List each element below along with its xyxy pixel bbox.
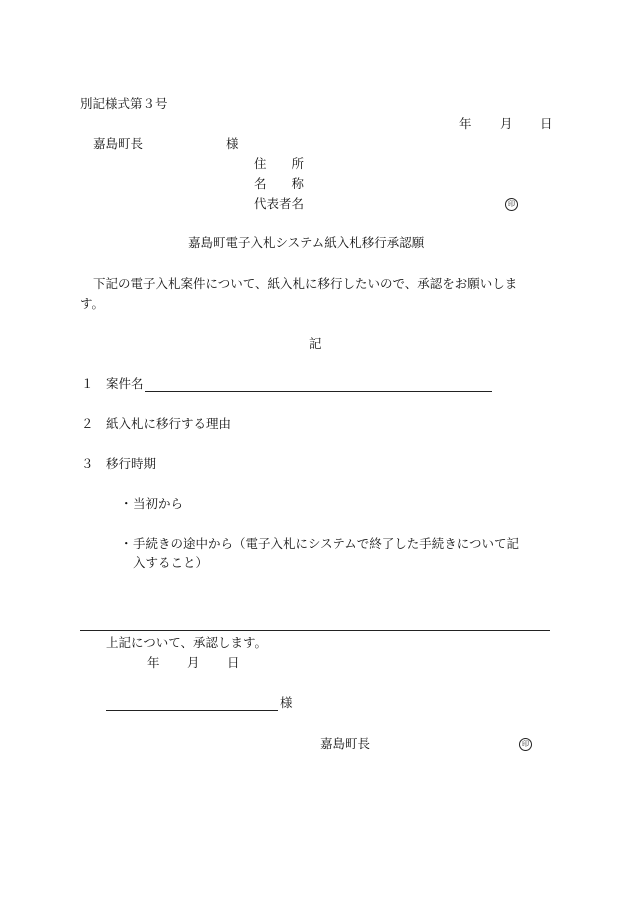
section-divider <box>80 630 550 631</box>
document-title: 嘉島町電子入札システム紙入札移行承認願 <box>188 235 425 250</box>
body-line-2: す。 <box>80 296 105 311</box>
date-month: 月 <box>500 116 513 131</box>
approval-day: 日 <box>227 655 240 670</box>
body-line-1: 下記の電子入札案件について、紙入札に移行したいので、承認をお願いしま <box>93 276 518 291</box>
form-number: 別記様式第３号 <box>80 96 168 111</box>
addressee-name: 嘉島町長 <box>93 136 144 151</box>
approval-text: 上記について、承認します。 <box>106 635 268 650</box>
item-1-label: 案件名 <box>106 376 144 391</box>
date-day: 日 <box>540 116 553 131</box>
item-1-fill-line <box>145 391 492 392</box>
date-year: 年 <box>459 116 472 131</box>
option-2-text: 手続きの途中から（電子入札にシステムで終了した手続きについて記 <box>133 536 520 551</box>
approver-mayor: 嘉島町長 <box>320 736 371 751</box>
item-2-number: ２ <box>81 416 94 431</box>
option-2-bullet: ・ <box>120 536 133 551</box>
recipient-honorific: 様 <box>280 695 293 710</box>
option-1-text: 当初から <box>133 496 184 511</box>
option-2-text-cont: 入すること） <box>133 555 209 570</box>
item-3-label: 移行時期 <box>106 456 157 471</box>
approval-year: 年 <box>147 655 160 670</box>
approver-seal-mark: 印 <box>519 738 532 751</box>
applicant-address-label: 住 所 <box>254 156 305 171</box>
option-1-bullet: ・ <box>120 496 133 511</box>
approval-month: 月 <box>187 655 200 670</box>
applicant-rep-label: 代表者名 <box>254 196 305 211</box>
applicant-seal-mark: 印 <box>505 198 518 211</box>
item-2-label: 紙入札に移行する理由 <box>106 416 232 431</box>
recipient-line <box>106 710 278 711</box>
item-3-number: ３ <box>81 456 94 471</box>
ki-heading: 記 <box>309 336 322 351</box>
item-1-number: １ <box>81 376 94 391</box>
applicant-name-label: 名 称 <box>254 176 305 191</box>
addressee-honorific: 様 <box>226 136 239 151</box>
